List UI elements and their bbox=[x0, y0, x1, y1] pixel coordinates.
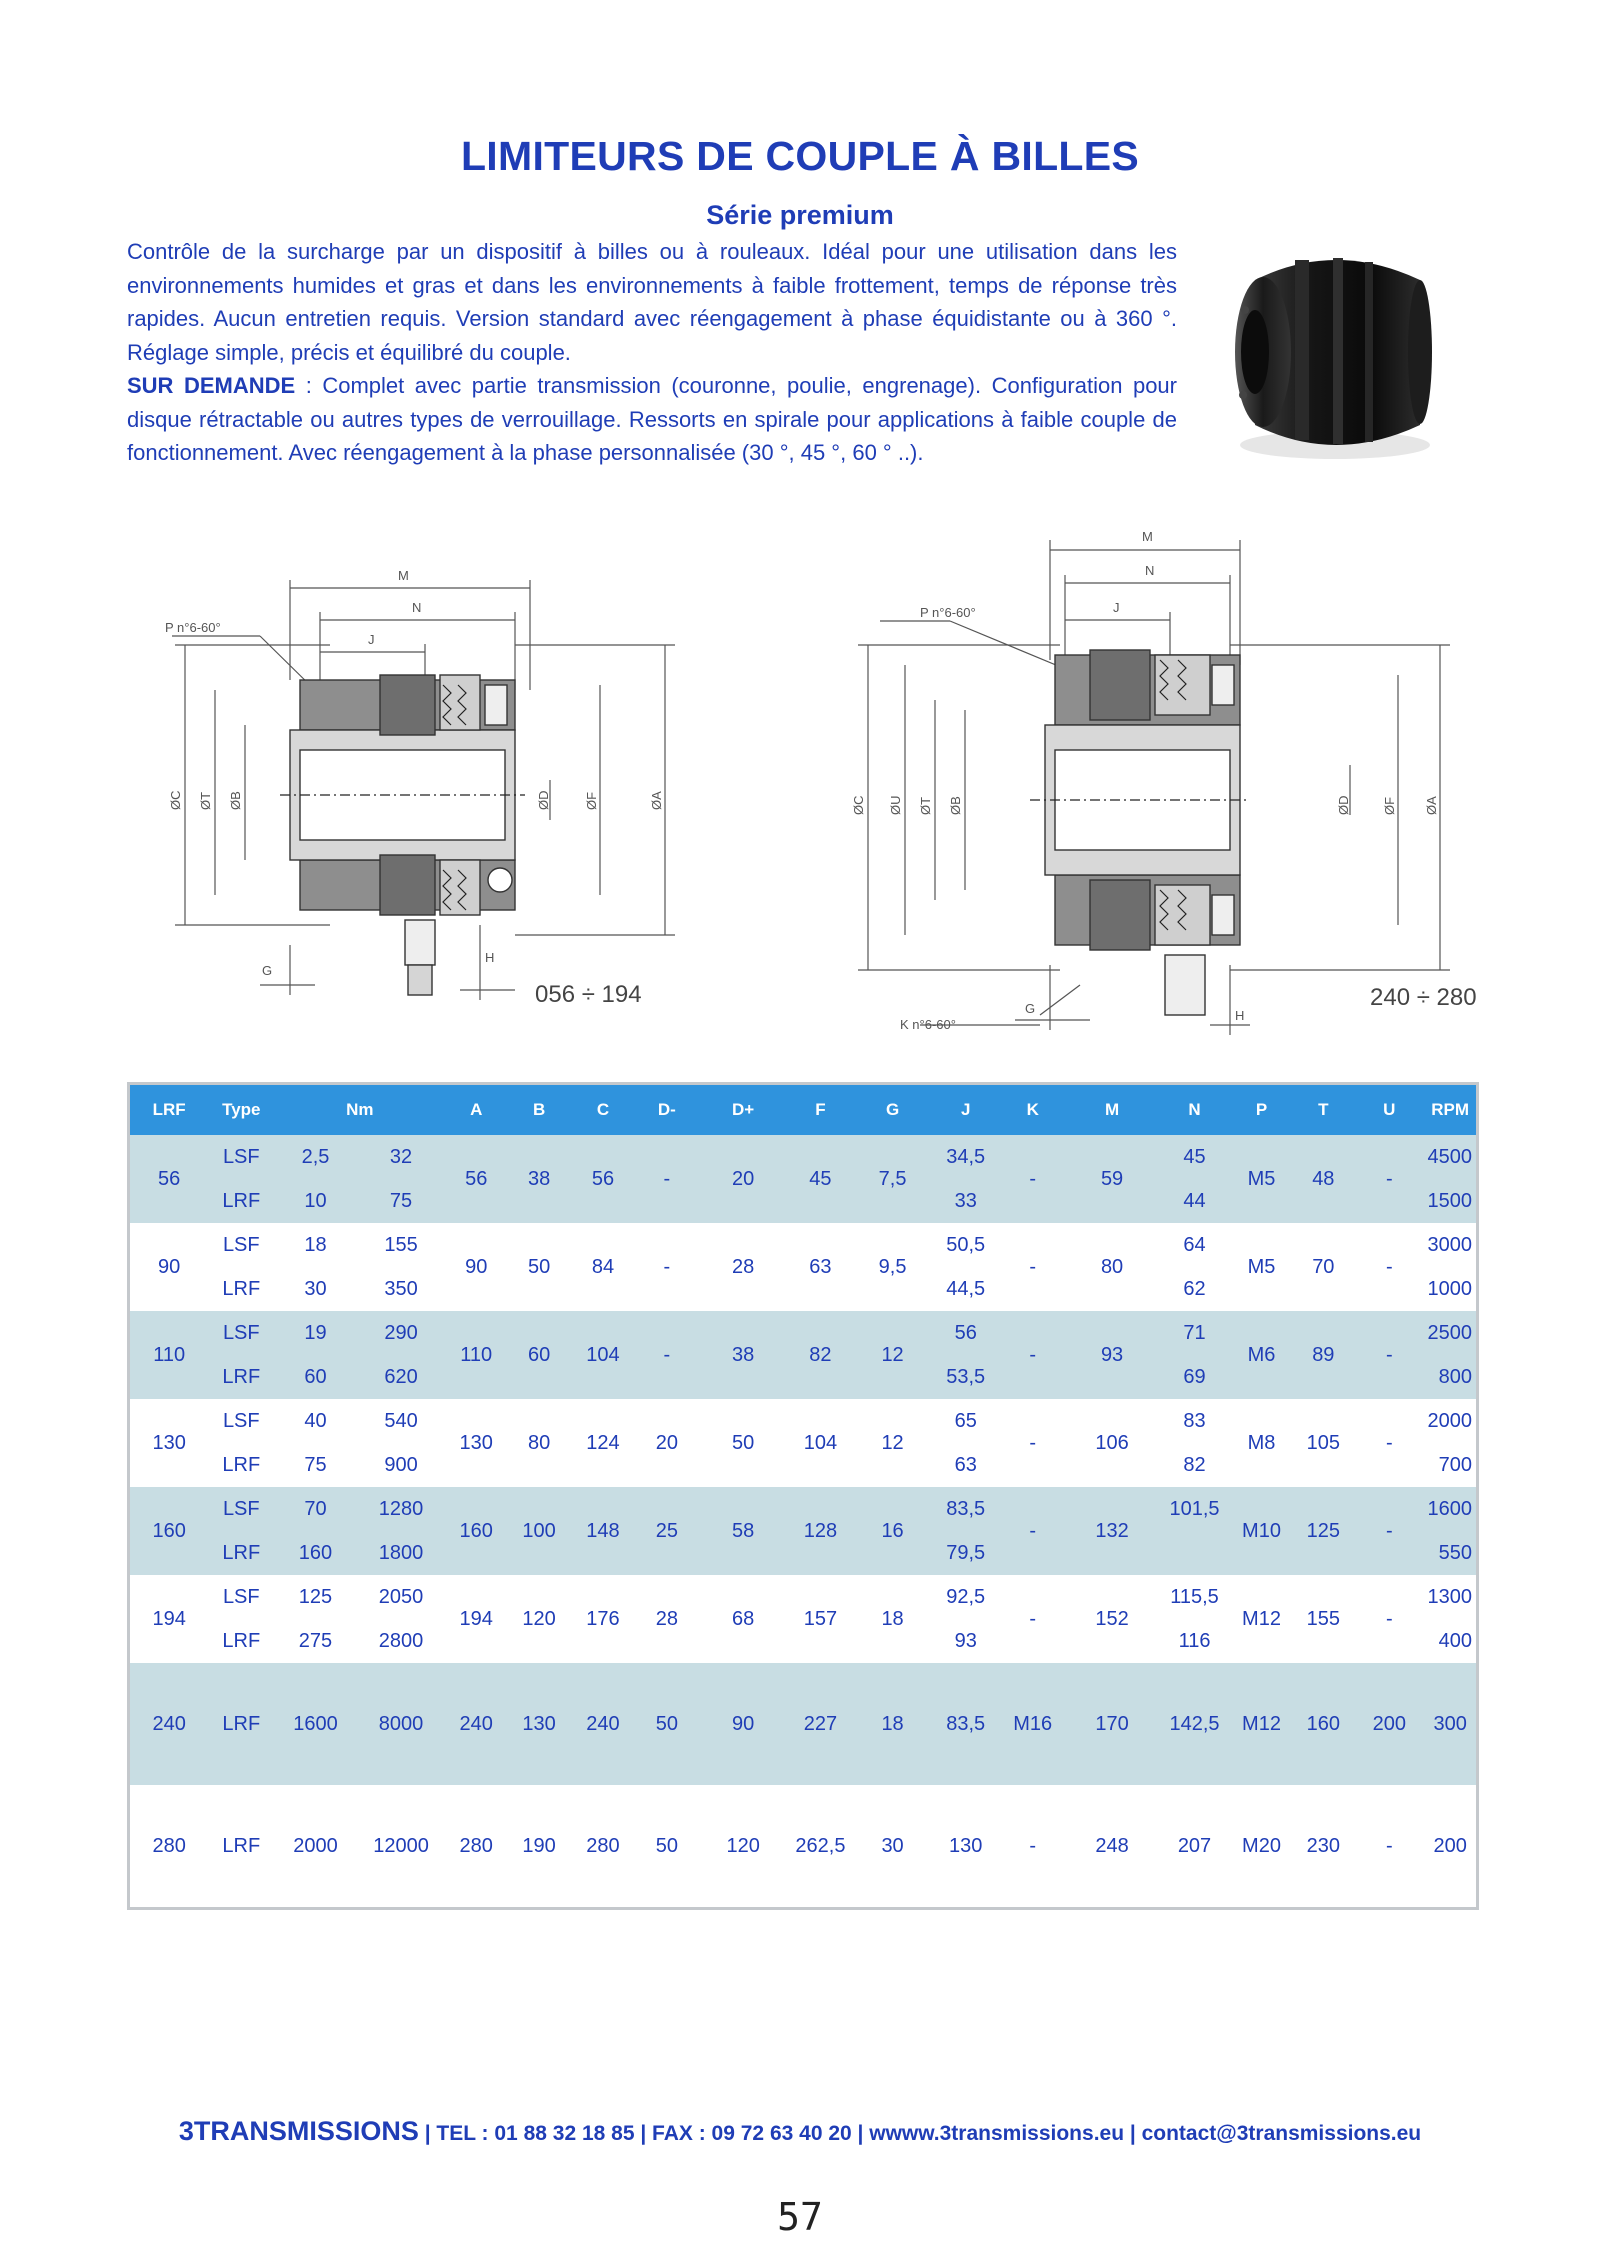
cell-a: 280 bbox=[459, 1834, 493, 1857]
dim-label-j: J bbox=[368, 632, 375, 647]
cell-dm: - bbox=[635, 1135, 699, 1223]
cell-nm-min: 18 bbox=[304, 1233, 327, 1256]
cell-j: 50,5 bbox=[946, 1233, 986, 1256]
cell-type: LSF bbox=[208, 1487, 274, 1531]
cell-u: 200 bbox=[1354, 1663, 1424, 1785]
cell-lrf: 90 bbox=[158, 1255, 181, 1278]
cell-nm-min: 125 bbox=[298, 1585, 333, 1608]
col-header: F bbox=[787, 1085, 853, 1135]
cell-c: 56 bbox=[571, 1135, 635, 1223]
dim-label-b-large: ØB bbox=[948, 796, 963, 815]
col-header: M bbox=[1066, 1085, 1159, 1135]
cell-p: M12 bbox=[1242, 1607, 1281, 1630]
cell-p: M8 bbox=[1247, 1431, 1276, 1454]
cell-lrf: 194 bbox=[152, 1607, 186, 1630]
cell-u: - bbox=[1385, 1834, 1393, 1857]
footer-brand: 3TRANSMISSIONS bbox=[178, 2116, 419, 2146]
cell-n: 62 bbox=[1183, 1277, 1206, 1300]
footer-contact-details: | TEL : 01 88 32 18 85 | FAX : 09 72 63 40 20 | wwww.3transmissions.eu | contact@3transmissions.eu bbox=[418, 2122, 1422, 2145]
cell-b: 100 bbox=[507, 1487, 571, 1575]
cell-type: LSF bbox=[222, 1409, 260, 1432]
cell-f: 63 bbox=[809, 1255, 832, 1278]
cell-n: 82 bbox=[1183, 1453, 1206, 1476]
cell-dm: 50 bbox=[655, 1834, 678, 1857]
cell-g: 16 bbox=[853, 1487, 931, 1575]
page-number: 57 bbox=[777, 2195, 823, 2239]
cell-type: LRF bbox=[222, 1629, 261, 1652]
cell-dm: 20 bbox=[655, 1431, 678, 1454]
cell-rpm: 1500 bbox=[1424, 1179, 1476, 1223]
cell-m: 80 bbox=[1100, 1255, 1124, 1278]
cell-nm-max: 2800 bbox=[378, 1629, 424, 1652]
cell-k: M16 bbox=[1000, 1663, 1066, 1785]
cell-lrf: 130 bbox=[152, 1431, 186, 1454]
on-demand-paragraph bbox=[127, 369, 1177, 470]
cell-f: 82 bbox=[787, 1311, 853, 1399]
col-header: A bbox=[445, 1085, 507, 1135]
cell-k: - bbox=[1000, 1311, 1066, 1399]
cell-b: 120 bbox=[522, 1607, 556, 1630]
cell-p: M5 bbox=[1247, 1255, 1276, 1278]
dim-label-m-large: M bbox=[1142, 529, 1153, 544]
col-header: P bbox=[1231, 1085, 1293, 1135]
cell-rpm: 300 bbox=[1424, 1663, 1476, 1785]
specs-table-body bbox=[130, 1135, 1476, 1907]
cell-lrf: 280 bbox=[152, 1834, 186, 1857]
dim-label-c: ØC bbox=[168, 790, 183, 810]
cell-p: M10 bbox=[1231, 1487, 1293, 1575]
cell-dm: 50 bbox=[635, 1663, 699, 1785]
cell-t: 125 bbox=[1292, 1487, 1354, 1575]
cell-a: 90 bbox=[465, 1255, 488, 1278]
cell-j: 63 bbox=[954, 1453, 977, 1476]
cell-nm-max: 1800 bbox=[357, 1531, 446, 1575]
cell-c: 124 bbox=[586, 1431, 620, 1454]
cell-nm-max: 2050 bbox=[378, 1585, 424, 1608]
cell-n: 115,5 bbox=[1170, 1585, 1219, 1608]
cell-dp: 90 bbox=[699, 1663, 788, 1785]
cell-nm-min: 10 bbox=[274, 1179, 356, 1223]
table-row bbox=[130, 1575, 1476, 1619]
cell-k: - bbox=[1029, 1431, 1037, 1454]
cell-n: 69 bbox=[1158, 1355, 1230, 1399]
dim-label-a-large: ØA bbox=[1424, 796, 1439, 815]
cell-rpm: 1000 bbox=[1427, 1277, 1472, 1300]
cell-type: LSF bbox=[222, 1585, 260, 1608]
dim-label-h: H bbox=[485, 950, 495, 965]
cell-f: 104 bbox=[803, 1431, 838, 1454]
cell-j: 33 bbox=[932, 1179, 1000, 1223]
cell-rpm: 550 bbox=[1424, 1531, 1476, 1575]
intro-paragraph: Contrôle de la surcharge par un dispositif à billes ou à rouleaux. Idéal pour une utilisation dans les environnements humides et gras et dans les environnements à faible frottement, temps de réponse très rapides. Aucun entretien requis. Version standard avec réengagement à phase équidistante ou à 360 °. Réglage simple, précis et équilibré du couple. bbox=[127, 239, 1177, 365]
cell-g: 7,5 bbox=[853, 1135, 931, 1223]
cell-lrf: 240 bbox=[130, 1663, 208, 1785]
cell-dp: 20 bbox=[699, 1135, 788, 1223]
footer-contact bbox=[0, 2116, 1600, 2147]
dim-label-p-large: P n°6-60° bbox=[920, 605, 976, 620]
table-row bbox=[130, 1487, 1476, 1531]
cell-a: 130 bbox=[459, 1431, 493, 1454]
cell-c: 240 bbox=[571, 1663, 635, 1785]
cell-nm-min: 70 bbox=[274, 1487, 356, 1531]
dim-label-d: ØD bbox=[536, 790, 551, 810]
cell-p: M6 bbox=[1231, 1311, 1293, 1399]
cell-n: 64 bbox=[1183, 1233, 1206, 1256]
cell-f: 45 bbox=[787, 1135, 853, 1223]
cell-c: 104 bbox=[571, 1311, 635, 1399]
cell-rpm: 1300 bbox=[1427, 1585, 1472, 1608]
cell-b: 130 bbox=[507, 1663, 571, 1785]
cell-j: 56 bbox=[932, 1311, 1000, 1355]
cell-j: 93 bbox=[954, 1629, 977, 1652]
table-row bbox=[130, 1399, 1476, 1443]
cell-b: 50 bbox=[527, 1255, 551, 1278]
col-header: RPM bbox=[1424, 1085, 1476, 1135]
cell-type: LRF bbox=[208, 1179, 274, 1223]
cell-nm-min: 160 bbox=[274, 1531, 356, 1575]
cell-rpm: 1600 bbox=[1424, 1487, 1476, 1531]
cell-j: 130 bbox=[949, 1834, 983, 1857]
cell-lrf: 160 bbox=[130, 1487, 208, 1575]
cell-nm-max: 32 bbox=[357, 1135, 446, 1179]
cell-u: - bbox=[1354, 1311, 1424, 1399]
cell-j: 53,5 bbox=[932, 1355, 1000, 1399]
cell-u: - bbox=[1385, 1431, 1393, 1454]
technical-drawing-small bbox=[150, 550, 690, 1020]
cell-n: 44 bbox=[1158, 1179, 1230, 1223]
cell-c: 84 bbox=[591, 1255, 615, 1278]
cell-rpm: 400 bbox=[1438, 1629, 1472, 1652]
cell-u: - bbox=[1354, 1487, 1424, 1575]
cell-f: 128 bbox=[787, 1487, 853, 1575]
cell-g: 12 bbox=[853, 1311, 931, 1399]
dim-label-b: ØB bbox=[228, 791, 243, 810]
cell-rpm: 4500 bbox=[1424, 1135, 1476, 1179]
cell-a: 110 bbox=[445, 1311, 507, 1399]
cell-a: 56 bbox=[445, 1135, 507, 1223]
cell-a: 194 bbox=[459, 1607, 493, 1630]
cell-j: 83,5 bbox=[932, 1663, 1000, 1785]
cell-g: 9,5 bbox=[878, 1255, 907, 1278]
table-header-row bbox=[130, 1085, 1476, 1135]
table-row bbox=[130, 1311, 1476, 1355]
dim-label-f: ØF bbox=[584, 791, 599, 810]
dim-label-t: ØT bbox=[198, 791, 213, 810]
dim-label-f-large: ØF bbox=[1382, 796, 1397, 815]
cell-m: 248 bbox=[1095, 1834, 1129, 1857]
dim-label-u-large: ØU bbox=[888, 795, 903, 815]
cell-u: - bbox=[1385, 1255, 1393, 1278]
dim-label-g-large: G bbox=[1025, 1001, 1036, 1016]
cell-t: 105 bbox=[1306, 1431, 1340, 1454]
cell-nm-max: 75 bbox=[357, 1179, 446, 1223]
cell-b: 190 bbox=[522, 1834, 556, 1857]
cell-g: 18 bbox=[853, 1663, 931, 1785]
cell-nm-max: 900 bbox=[384, 1453, 418, 1476]
cell-p: M12 bbox=[1231, 1663, 1293, 1785]
specs-table bbox=[130, 1085, 1476, 1907]
cell-rpm: 700 bbox=[1438, 1453, 1472, 1476]
size-range-small: 056 ÷ 194 bbox=[535, 981, 642, 1008]
cell-n: 101,5 bbox=[1158, 1487, 1230, 1531]
col-header: D+ bbox=[699, 1085, 788, 1135]
cell-k: - bbox=[1000, 1487, 1066, 1575]
table-row bbox=[130, 1785, 1476, 1907]
dim-label-c-large: ØC bbox=[851, 795, 866, 815]
cell-n bbox=[1158, 1531, 1230, 1575]
cell-dp: 68 bbox=[732, 1607, 755, 1630]
cell-nm-min: 2,5 bbox=[274, 1135, 356, 1179]
dim-label-k-large: K n°6-60° bbox=[900, 1017, 956, 1032]
cell-nm-min: 2000 bbox=[293, 1834, 338, 1857]
cell-n: 142,5 bbox=[1158, 1663, 1230, 1785]
product-photo bbox=[1215, 240, 1455, 470]
cell-b: 38 bbox=[507, 1135, 571, 1223]
cell-nm-max: 290 bbox=[357, 1311, 446, 1355]
dim-label-h-large: H bbox=[1235, 1008, 1245, 1023]
cell-type: LSF bbox=[222, 1233, 260, 1256]
col-header: B bbox=[507, 1085, 571, 1135]
cell-rpm: 800 bbox=[1424, 1355, 1476, 1399]
cell-j: 79,5 bbox=[932, 1531, 1000, 1575]
cell-dp: 50 bbox=[732, 1431, 755, 1454]
cell-u: - bbox=[1385, 1607, 1393, 1630]
cell-dp: 28 bbox=[732, 1255, 755, 1278]
cell-type: LRF bbox=[222, 1277, 261, 1300]
cell-rpm: 3000 bbox=[1427, 1233, 1472, 1256]
cell-k: - bbox=[1029, 1607, 1037, 1630]
col-header: G bbox=[853, 1085, 931, 1135]
col-header: LRF bbox=[130, 1085, 208, 1135]
col-header: U bbox=[1354, 1085, 1424, 1135]
cell-dm: - bbox=[663, 1255, 671, 1278]
cell-nm-min: 40 bbox=[304, 1409, 327, 1432]
cell-n: 45 bbox=[1158, 1135, 1230, 1179]
cell-f: 262,5 bbox=[795, 1834, 846, 1857]
table-row bbox=[130, 1135, 1476, 1179]
cell-type: LRF bbox=[208, 1355, 274, 1399]
cell-j: 34,5 bbox=[932, 1135, 1000, 1179]
on-demand-label: SUR DEMANDE bbox=[127, 373, 296, 398]
cell-g: 18 bbox=[881, 1607, 904, 1630]
cell-nm-max: 1280 bbox=[357, 1487, 446, 1531]
cell-nm-max: 540 bbox=[384, 1409, 418, 1432]
cell-rpm: 200 bbox=[1433, 1834, 1467, 1857]
cell-a: 240 bbox=[445, 1663, 507, 1785]
cell-nm-max: 8000 bbox=[357, 1663, 446, 1785]
cell-type: LSF bbox=[208, 1311, 274, 1355]
cell-k: - bbox=[1029, 1834, 1037, 1857]
col-header: D- bbox=[635, 1085, 699, 1135]
cell-m: 132 bbox=[1066, 1487, 1159, 1575]
dim-label-g: G bbox=[262, 963, 273, 978]
dim-label-t-large: ØT bbox=[918, 796, 933, 815]
cell-n: 71 bbox=[1158, 1311, 1230, 1355]
cell-nm-max: 350 bbox=[384, 1277, 418, 1300]
cell-type: LRF bbox=[208, 1531, 274, 1575]
dim-label-d-large: ØD bbox=[1336, 795, 1351, 815]
cell-p: M5 bbox=[1231, 1135, 1293, 1223]
cell-n: 207 bbox=[1177, 1834, 1212, 1857]
cell-n: 83 bbox=[1183, 1409, 1206, 1432]
cell-c: 148 bbox=[571, 1487, 635, 1575]
col-header: N bbox=[1158, 1085, 1230, 1135]
cell-m: 152 bbox=[1095, 1607, 1129, 1630]
cell-rpm: 2000 bbox=[1427, 1409, 1472, 1432]
cell-j: 44,5 bbox=[946, 1277, 986, 1300]
cell-nm-min: 275 bbox=[298, 1629, 333, 1652]
cell-m: 93 bbox=[1066, 1311, 1159, 1399]
cell-f: 157 bbox=[803, 1607, 838, 1630]
cell-nm-min: 30 bbox=[304, 1277, 327, 1300]
cell-m: 59 bbox=[1066, 1135, 1159, 1223]
page-subtitle: Série premium bbox=[706, 200, 894, 230]
cell-nm-min: 1600 bbox=[274, 1663, 356, 1785]
cell-dm: - bbox=[635, 1311, 699, 1399]
col-header: Type bbox=[208, 1085, 274, 1135]
specs-table-frame bbox=[127, 1082, 1479, 1910]
cell-j: 92,5 bbox=[946, 1585, 986, 1608]
cell-nm-max: 620 bbox=[357, 1355, 446, 1399]
technical-drawing-large bbox=[830, 525, 1490, 1045]
cell-u: - bbox=[1354, 1135, 1424, 1223]
cell-t: 89 bbox=[1292, 1311, 1354, 1399]
table-row bbox=[130, 1223, 1476, 1267]
page-title: LIMITEURS DE COUPLE À BILLES bbox=[460, 133, 1140, 179]
dim-label-j-large: J bbox=[1113, 600, 1120, 615]
col-header: T bbox=[1292, 1085, 1354, 1135]
cell-lrf: 110 bbox=[130, 1311, 208, 1399]
cell-m: 106 bbox=[1095, 1431, 1129, 1454]
cell-dp: 58 bbox=[699, 1487, 788, 1575]
cell-k: - bbox=[1000, 1135, 1066, 1223]
cell-t: 70 bbox=[1312, 1255, 1335, 1278]
cell-rpm: 2500 bbox=[1424, 1311, 1476, 1355]
cell-b: 60 bbox=[507, 1311, 571, 1399]
cell-g: 30 bbox=[881, 1834, 904, 1857]
cell-j: 83,5 bbox=[932, 1487, 1000, 1531]
cell-k: - bbox=[1029, 1255, 1037, 1278]
cell-c: 280 bbox=[586, 1834, 620, 1857]
dim-label-p: P n°6-60° bbox=[165, 620, 221, 635]
cell-b: 80 bbox=[527, 1431, 551, 1454]
cell-nm-max: 12000 bbox=[373, 1834, 429, 1857]
cell-nm-min: 75 bbox=[304, 1453, 327, 1476]
intro-text bbox=[127, 235, 1177, 470]
cell-type: LRF bbox=[208, 1663, 274, 1785]
cell-dm: 25 bbox=[635, 1487, 699, 1575]
col-header: Nm bbox=[274, 1085, 445, 1135]
dim-label-n: N bbox=[412, 600, 422, 615]
dim-label-n-large: N bbox=[1145, 563, 1155, 578]
cell-type: LRF bbox=[222, 1834, 261, 1857]
cell-p: M20 bbox=[1242, 1834, 1281, 1857]
dim-label-a: ØA bbox=[649, 791, 664, 810]
cell-t: 160 bbox=[1292, 1663, 1354, 1785]
size-range-large: 240 ÷ 280 bbox=[1370, 984, 1477, 1011]
cell-lrf: 56 bbox=[130, 1135, 208, 1223]
cell-t: 48 bbox=[1292, 1135, 1354, 1223]
cell-type: LSF bbox=[208, 1135, 274, 1179]
cell-j: 65 bbox=[954, 1409, 977, 1432]
cell-m: 170 bbox=[1066, 1663, 1159, 1785]
cell-f: 227 bbox=[787, 1663, 853, 1785]
dim-label-m: M bbox=[398, 568, 409, 583]
cell-dp: 120 bbox=[726, 1834, 760, 1857]
col-header: J bbox=[932, 1085, 1000, 1135]
cell-nm-min: 19 bbox=[274, 1311, 356, 1355]
cell-t: 155 bbox=[1306, 1607, 1340, 1630]
cell-n: 116 bbox=[1178, 1629, 1211, 1652]
table-row bbox=[130, 1663, 1476, 1785]
cell-nm-min: 60 bbox=[274, 1355, 356, 1399]
cell-t: 230 bbox=[1306, 1834, 1340, 1857]
cell-dm: 28 bbox=[655, 1607, 678, 1630]
cell-g: 12 bbox=[881, 1431, 904, 1454]
cell-nm-max: 155 bbox=[384, 1233, 418, 1256]
cell-type: LRF bbox=[222, 1453, 261, 1476]
cell-c: 176 bbox=[586, 1607, 620, 1630]
cell-dp: 38 bbox=[699, 1311, 788, 1399]
on-demand-text: : Complet avec partie transmission (couronne, poulie, engrenage). Configuration pour disque rétractable ou autres types de verrouillage. Ressorts en spirale pour applications à faible couple de fonctionnement. Avec réengagement à la phase personnalisée (30 °, 45 °, 60 ° ..). bbox=[127, 373, 1177, 465]
col-header: C bbox=[571, 1085, 635, 1135]
col-header: K bbox=[1000, 1085, 1066, 1135]
cell-a: 160 bbox=[445, 1487, 507, 1575]
